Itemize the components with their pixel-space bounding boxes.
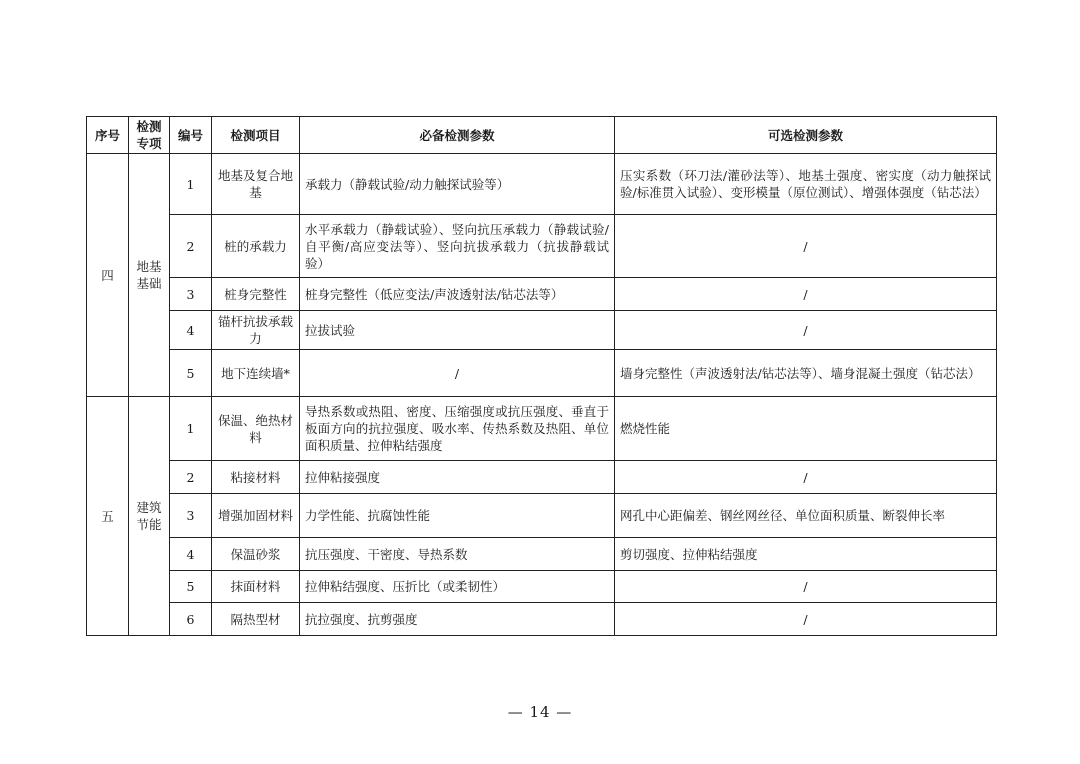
row-optional: 墙身完整性（声波透射法/钻芯法等）、墙身混凝土强度（钻芯法） <box>615 350 997 397</box>
group-seq: 五 <box>87 397 129 636</box>
inspection-parameters-table <box>86 116 997 636</box>
header-optional: 可选检测参数 <box>615 117 997 154</box>
row-num: 1 <box>170 397 212 461</box>
row-optional: / <box>615 311 997 350</box>
row-item: 抹面材料 <box>212 571 300 603</box>
row-optional: / <box>615 571 997 603</box>
row-required: 导热系数或热阻、密度、压缩强度或抗压强度、垂直于板面方向的抗拉强度、吸水率、传热系数及热阻、单位面积质量、拉伸粘结强度 <box>300 397 615 461</box>
row-required: 水平承载力（静载试验）、竖向抗压承载力（静载试验/自平衡/高应变法等）、竖向抗拔承载力（抗拔静载试验） <box>300 215 615 278</box>
page-number: — 14 — <box>507 703 573 721</box>
row-optional: / <box>615 215 997 278</box>
row-num: 5 <box>170 350 212 397</box>
table-row <box>87 538 997 571</box>
row-num: 3 <box>170 278 212 311</box>
table-row <box>87 494 997 538</box>
table-row <box>87 154 997 215</box>
row-optional: / <box>615 603 997 636</box>
table-row <box>87 215 997 278</box>
header-required: 必备检测参数 <box>300 117 615 154</box>
row-item: 保温砂浆 <box>212 538 300 571</box>
row-required: 桩身完整性（低应变法/声波透射法/钻芯法等） <box>300 278 615 311</box>
row-item: 桩的承载力 <box>212 215 300 278</box>
row-num: 6 <box>170 603 212 636</box>
group-category: 建筑节能 <box>129 397 170 636</box>
row-optional: 网孔中心距偏差、钢丝网丝径、单位面积质量、断裂伸长率 <box>615 494 997 538</box>
row-required: 抗压强度、干密度、导热系数 <box>300 538 615 571</box>
row-num: 4 <box>170 538 212 571</box>
header-seq: 序号 <box>87 117 129 154</box>
row-item: 地下连续墙* <box>212 350 300 397</box>
row-required: / <box>300 350 615 397</box>
row-required: 力学性能、抗腐蚀性能 <box>300 494 615 538</box>
row-num: 4 <box>170 311 212 350</box>
table-row <box>87 397 997 461</box>
row-required: 承载力（静载试验/动力触探试验等） <box>300 154 615 215</box>
header-item: 检测项目 <box>212 117 300 154</box>
header-num: 编号 <box>170 117 212 154</box>
row-required: 拉拔试验 <box>300 311 615 350</box>
group-category: 地基基础 <box>129 154 170 397</box>
row-item: 隔热型材 <box>212 603 300 636</box>
row-num: 1 <box>170 154 212 215</box>
table-row <box>87 571 997 603</box>
row-item: 粘接材料 <box>212 461 300 494</box>
group-seq: 四 <box>87 154 129 397</box>
row-optional: 剪切强度、拉伸粘结强度 <box>615 538 997 571</box>
table-header-row <box>87 117 997 154</box>
row-required: 拉伸粘结强度、压折比（或柔韧性） <box>300 571 615 603</box>
row-item: 地基及复合地基 <box>212 154 300 215</box>
row-item: 桩身完整性 <box>212 278 300 311</box>
row-item: 锚杆抗拔承载力 <box>212 311 300 350</box>
row-num: 2 <box>170 215 212 278</box>
row-item: 增强加固材料 <box>212 494 300 538</box>
header-category: 检测专项 <box>129 117 170 154</box>
row-optional: 压实系数（环刀法/灌砂法等）、地基土强度、密实度（动力触探试验/标准贯入试验）、变形模量（原位测试）、增强体强度（钻芯法） <box>615 154 997 215</box>
table-row <box>87 278 997 311</box>
table-row <box>87 603 997 636</box>
row-optional: / <box>615 461 997 494</box>
row-num: 5 <box>170 571 212 603</box>
row-optional: / <box>615 278 997 311</box>
table-row <box>87 461 997 494</box>
row-optional: 燃烧性能 <box>615 397 997 461</box>
row-num: 3 <box>170 494 212 538</box>
table-row <box>87 311 997 350</box>
row-item: 保温、绝热材料 <box>212 397 300 461</box>
row-required: 拉伸粘接强度 <box>300 461 615 494</box>
table-row <box>87 350 997 397</box>
row-num: 2 <box>170 461 212 494</box>
row-required: 抗拉强度、抗剪强度 <box>300 603 615 636</box>
